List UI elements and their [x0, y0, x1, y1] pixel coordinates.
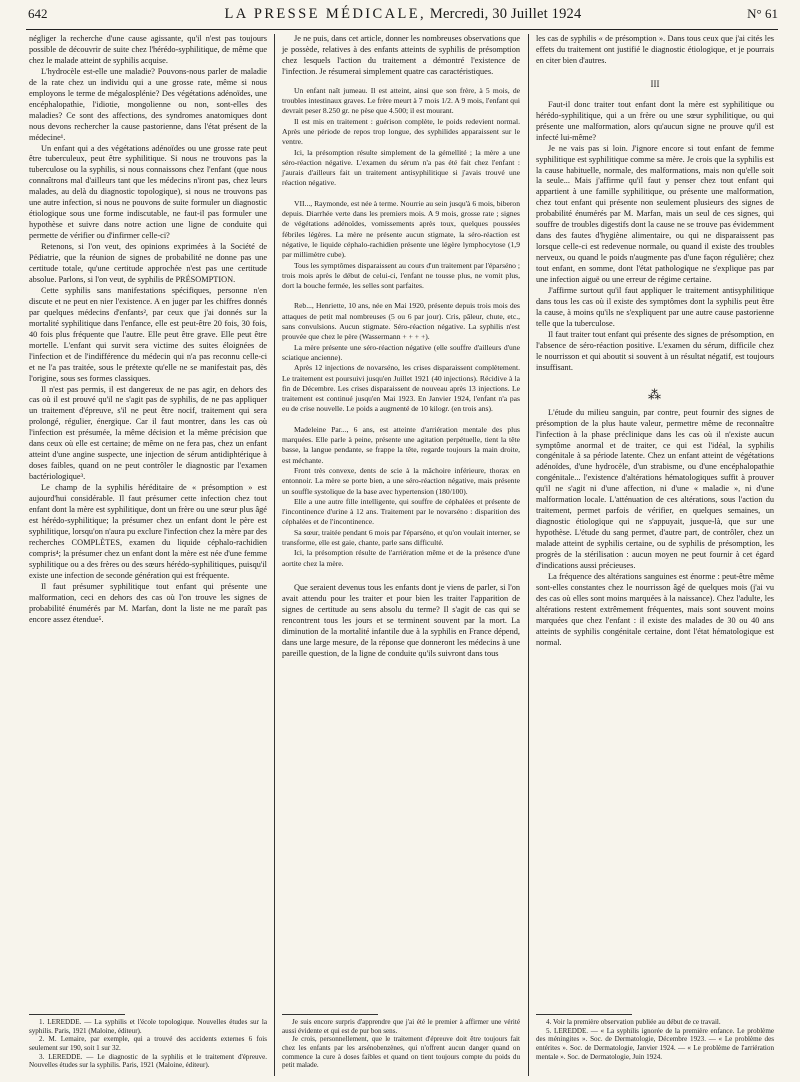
paragraph: Un enfant qui a des végétations adénoïdes ou une grosse rate peut être tuberculeux, peut être syphilitique. Si nous ne trouvons pas la tuberculose ou la syphilis, si nous connaissons chez l'enfant (que nous connaîtrons mal d'ailleurs tant que les médecins n'iront pas, chez leurs malades, au delà du diagnostic topologique), si nous ne trouvons pas une autre infection, si nous ne pouvons de suite formuler un diagnostic étiologique sous une forme indiscutable, ne faut-il pas formuler une hypothèse et suivre dans notre action une ligne de conduite qui permette de vérifier ou d'infirmer celle-ci? [29, 143, 267, 241]
column-middle [282, 34, 520, 660]
case-paragraph: La mère présente une séro-réaction négative (elle souffre d'ailleurs d'une sciatique ancienne). [282, 342, 520, 362]
section-heading: III [650, 78, 660, 89]
page-number: 642 [28, 6, 48, 21]
case-paragraph: Un enfant naît jumeau. Il est atteint, ainsi que son frère, à 5 mois, de troubles intestinaux graves. Le frère meurt à 7 mois 1/2. A 9 mois, l'enfant qui devrait peser 8.250 gr. ne pèse que 4.500; il est mourant. [282, 85, 520, 116]
case-paragraph: Après 12 injections de novarséno, les crises disparaissent complètement. Le traitement est poursuivi jusqu'en Juillet 1921 (40 injections). Récidive à la fin de Décembre. Les crises disparaissent de nouveau après 13 injections. Le traitement est continué jusqu'en Mai 1923. En Janvier 1924, l'enfant n'a pas eu de crise nouvelle. Le poids a augmenté de 10 kilogr. (en trois ans). [282, 363, 520, 414]
issue-number: N° 61 [747, 6, 778, 21]
paragraph: négliger la recherche d'une cause agissante, qu'il n'est pas toujours possible de découvrir de suite chez l'hérédo-syphilitique, de même que chez le malade atteint de syphilis acquise. [29, 34, 267, 65]
paragraph: Faut-il donc traiter tout enfant dont la mère est syphilitique ou hérédo-syphilitique, qui a un frère ou une sœur syphilitique, ou qui présente une malformation, alors qu'aucun signe ne prouve qu'il est infecté lui-même? [536, 99, 774, 142]
page-header [28, 6, 778, 28]
paragraph: Retenons, si l'on veut, des opinions exprimées à la Société de Pédiatrie, que la réunion de signes de probabilité ne donne pas une certitude totale, qu'une certitude approchée n'est pas une certitude absolue. Parlons, si l'on veut, de syphilis de PRÉSOMPTION. [29, 242, 267, 284]
footnote: 4. Voir la première observation publiée au début de ce travail. [546, 1018, 721, 1026]
paragraph: Le champ de la syphilis héréditaire de « présomption » est aujourd'hui considérable. Il faut présumer cette infection chez tout enfant dont la mère est syphilitique, dont un frère ou une sœur plus âgé est hérédo-syphilitique; la présumer chez un enfant dont le père est syphilitique, lorsqu'on n'aura pu exclure l'infection chez la mère par des recherches COMPLÈTES, examen du liquide céphalo-rachidien compris⁴; la présumer chez un enfant dont la mère est née d'une femme syphilitique ou a des frères ou des sœurs hérédo-syphilitiques, puisqu'il existe une infection de seconde génération qui est fréquente. [29, 483, 267, 580]
paragraph: Il n'est pas permis, il est dangereux de ne pas agir, en dehors des cas où il est prouvé qu'il ne s'agit pas de syphilis, de ne pas appliquer un traitement d'épreuve, s'il ne peut être nocif, traitement qui sera prolongé, régulier, énergique. Car il faut montrer, dans les cas où l'infection est présumée, la même décision et la même précision que dans ceux où elle est certaine; de même on ne fera pas, chez un enfant atteint d'une angine suspecte, une injection de sérum antidiphtérique à doses faibles, quand on ne peut contrôler le diagnostic par l'examen bactériologique³. [29, 384, 267, 482]
paragraph: La fréquence des altérations sanguines est énorme : peut-être même sont-elles constantes chez le nourrisson âgé de quelques mois (j'ai vu des cas où elles sont moins marquées à la naissance). Chez l'adulte, les altérations restent extrêmement fréquentes, mais sont souvent moins marquées que chez l'enfant : il existe des malades de 30 ou 40 ans atteints de syphilis congénitale certaine, dont l'état hématologique est normal. [536, 571, 774, 647]
case-paragraph: Ici, la présomption résulte de l'arriération même et de la présence d'une aortite chez la mère. [282, 548, 520, 568]
footnote: 3. LEREDDE. — Le diagnostic de la syphilis et le traitement d'épreuve. Nouvelles études sur la syphilis. Paris, 1921 (Maloine, éditeur). [29, 1052, 267, 1070]
paragraph: Je ne puis, dans cet article, donner les nombreuses observations que je possède, relatives à des enfants atteints de syphilis de présomption chez lesquels l'action du traitement a démontré l'existence de l'infection. Je résumerai simplement quatre cas caractéristiques. [282, 34, 520, 76]
column-rule [274, 34, 275, 1076]
paragraph: les cas de syphilis « de présomption ». Dans tous ceux que j'ai cités les effets du traitement ont justifié le diagnostic étiologique, et je pourrais en citer bien d'autres. [536, 34, 774, 65]
case-paragraph: Reb..., Henriette, 10 ans, née en Mai 1920, présente depuis trois mois des attaques de petit mal nombreuses (5 ou 6 par jour). Cris, pâleur, chute, etc., sans convulsions. Aucun stigmate. Séro-réaction négative. La syphilis n'est prouvée que chez le père (Wassermann + + + +). [282, 301, 520, 342]
case-paragraph: Front très convexe, dents de scie à la mâchoire inférieure, thorax en entonnoir. La mère se porte bien, a une séro-réaction négative, mais présente un souffle systolique de la base avec hypertension (180/100). [282, 465, 520, 496]
column-rule [528, 34, 529, 1076]
footnote: Je suis encore surpris d'apprendre que j'ai été le premier à affirmer une vérité aussi évidente et qui est de pur bon sens. [282, 1018, 520, 1035]
paragraph: L'hydrocèle est-elle une maladie? Pouvons-nous parler de maladie de la rate chez un individu qui a une grosse rate, même si nous employons le terme de mégalosplénie? Des végétations adénoïdes, une encéphalopathie, l'idiotie, mongolienne ou non, sont-elles des maladies? Ce sont des affections, des syndromes anatomiques dont nous devons rechercher la cause pastorienne, dans l'état présent de la médecine¹. [29, 66, 267, 142]
paragraph: L'étude du milieu sanguin, par contre, peut fournir des signes de présomption de la plus haute valeur, permettre même de reconnaître l'infection à la phase préclinique dans les cas où il n'existe aucun symptôme anormal et de traiter, ce qui est l'idéal, la syphilis congénitale à sa période latente. Chez un enfant atteint de végétations adénoïdes, d'une hydrocèle, d'un strabisme, ou d'une encéphalopathie congénitale... l'existence d'altérations hématologiques suffit à prouver qu'il ne s'agit ni d'une affection, ni d'une « maladie », ni d'une malformation locale. L'atténuation de ces altérations, sous l'action du traitement, permet parfois de vérifier, en quelques semaines, un diagnostic étiologique qui ne s'appuyait, jusque-là, que sur une hypothèse. L'étude du sang permet, d'autre part, de contrôler, chez un malade atteint de syphilis certaine, ou de syphilis de présomption, les progrès de la stérilisation : aucun moyen ne peut fournir à cet égard d'indications aussi précieuses. [536, 407, 774, 570]
case-paragraph: Sa sœur, traitée pendant 6 mois par l'éparséno, et qu'on voulait interner, se transforme, elle est gaie, chante, parle sans difficulté. [282, 527, 520, 547]
footnote-rule [29, 1014, 125, 1015]
paragraph: Cette syphilis sans manifestations spécifiques, personne n'en discute et ne peut en nier l'existence. A en juger par les chiffres donnés par quelques médecins d'enfants², par ceux que j'ai donnés sur la mortalité syphilitique dans l'enfance, elle est peut-être 20 fois, 30 fois, 40 fois plus fréquente que l'autre. Elle peut être grave. Elle peut être mortelle. L'enfant qui survit sera victime des suites éloignées de l'infection et de l'indifférence du médecin qui n'a pas reconnu celle-ci et ne l'a pas traitée, sous le prétexte qu'elle ne se manifestait pas, dès l'origine, sous ses formes classiques. [29, 285, 267, 383]
case-paragraph: Tous les symptômes disparaissent au cours d'un traitement par l'éparséno ; trois mois après le début de celui-ci, l'enfant ne tousse plus, ne vomit plus, dort la bouche fermée, les selles sont parfaites. [282, 260, 520, 291]
paragraph: Il faut traiter tout enfant qui présente des signes de présomption, en l'absence de séro-réaction positive. L'examen du sérum, difficile chez le nourrisson et qui aboutit si souvent à un résultat négatif, est toujours insuffisant. [536, 329, 774, 372]
issue-date: Mercredi, 30 Juillet 1924 [429, 6, 582, 22]
footnote: 2. M. Lemaire, par exemple, qui a trouvé des accidents externes 6 fois seulement sur 190, soit 1 sur 32. [29, 1035, 267, 1052]
paragraph: J'affirme surtout qu'il faut appliquer le traitement antisyphilitique dans tous les cas où il existe des symptômes dont la syphilis peut être la cause, à moins qu'ils ne s'expliquent par une autre cause pastorienne telle que la tuberculose. [536, 286, 774, 328]
footnotes-middle [282, 1014, 520, 1070]
footnote: 5. LEREDDE. — « La syphilis ignorée de la première enfance. Le problème des méningites ». Soc. de Dermatologie, Décembre 1923. — « Le problème des entérites ». Soc. de Dermatologie, Janvier 1924. — « Le problème de l'arriération mentale ». Soc. de Dermatologie, Juin 1924. [536, 1026, 774, 1061]
running-title [88, 6, 718, 23]
footnote: Je crois, personnellement, que le traitement d'épreuve doit être toujours fait chez les enfants par les arsénobenzènes, qui n'offrent aucun danger quand on commence la cure à doses faibles et quand on tient toujours compte du poids du petit malade. [282, 1035, 520, 1070]
case-paragraph: Il est mis en traitement : guérison complète, le poids redevient normal. Après une période de repos trop longue, des syphilides apparaissent sur le ventre. [282, 116, 520, 147]
footnotes-left [29, 1014, 267, 1070]
paragraph: Que seraient devenus tous les enfants dont je viens de parler, si l'on avait attendu pour les traiter et pour bien les traiter l'apparition de signes de certitude au sens absolu du terme? Il s'agit de cas qui se rencontrent tous les jours et se terminent souvent par la mort. La diminution de la mortalité infantile due à la syphilis en France dépend, dans une large mesure, de la réponse que donneront les médecins à une pareille question, de la ligne de conduite qu'ils suivront dans tous [282, 582, 520, 658]
paragraph: Je ne vais pas si loin. J'ignore encore si tout enfant de femme syphilitique est syphilitique comme sa mère. Je crois que la syphilis est la cause habituelle, normale, des malformations, mais non qu'elle soit la seule... Mais j'affirme qu'il faut y penser chez tout enfant qui appartient à une famille syphilitique, ou présente une malformation, chez tout enfant qui présente non seulement plusieurs des signes de probabilité énumérés par M. Marfan, mais un seul de ces signes, qui souffre de troubles digestifs dont la cause ne se trouve pas évidemment dans des fautes d'hygiène alimentaire, ou qui ne disparaissent pas lorsque celle-ci est redevenue normale, ou quand il existe des troubles nerveux, ou quand le poids n'augmente pas d'une façon régulière; chez tout enfant, en somme, dont l'état pathologique ne s'explique pas par une infection aiguë ou une erreur de régime certaine. [536, 143, 774, 285]
column-right [536, 34, 774, 649]
footnotes-right [536, 1014, 774, 1061]
case-paragraph: VII..., Raymonde, est née à terme. Nourrie au sein jusqu'à 6 mois, biberon depuis. Diarrhée verte dans les premiers mois. A 9 mois, grosse rate ; signes de végétations adénoïdes, vomissements après toux, quelques poussées fébriles légères. La mère ne présente aucun stigmate, la séro-réaction est négative, le liquide céphalo-rachidien présente une légère lymphocytose (1,9 par millimètre cube). [282, 198, 520, 260]
column-left [29, 34, 267, 625]
case-paragraph: Madeleine Par..., 6 ans, est atteinte d'arriération mentale des plus marquées. Elle parle à peine, présente une agitation perpétuelle, tient la tête basse, la langue pendante, se frappe la tête, regarde toujours la main droite, est méchante. [282, 424, 520, 465]
case-paragraph: Ici, la présomption résulte simplement de la gémellité ; la mère a une séro-réaction négative. L'examen du sérum n'a pas été fait chez l'enfant : j'aurais d'ailleurs fait un traitement antisyphilitique si j'avais trouvé une réaction négative. [282, 147, 520, 188]
footnote-rule [282, 1014, 378, 1015]
asterism-separator: ⁂ [648, 386, 662, 402]
journal-name: LA PRESSE MÉDICALE, [224, 6, 427, 22]
footnote: 1. LEREDDE. — La syphilis et l'école topologique. Nouvelles études sur la syphilis. Paris, 1921 (Maloine, éditeur). [29, 1018, 267, 1035]
paragraph: Il faut présumer syphilitique tout enfant qui présente une malformation, ceci en dehors des cas où l'on trouve les signes de probabilité énumérés par M. Marfan, dont la liste ne me paraît pas encore assez étendue⁵. [29, 581, 267, 624]
footnote-rule [536, 1014, 632, 1015]
header-rule [26, 29, 778, 30]
case-paragraph: Elle a une autre fille intelligente, qui souffre de céphalées et présente de l'incontinence d'urine à 12 ans. Traitement par le novarséno : disparition des céphalées et de l'incontinence. [282, 496, 520, 527]
